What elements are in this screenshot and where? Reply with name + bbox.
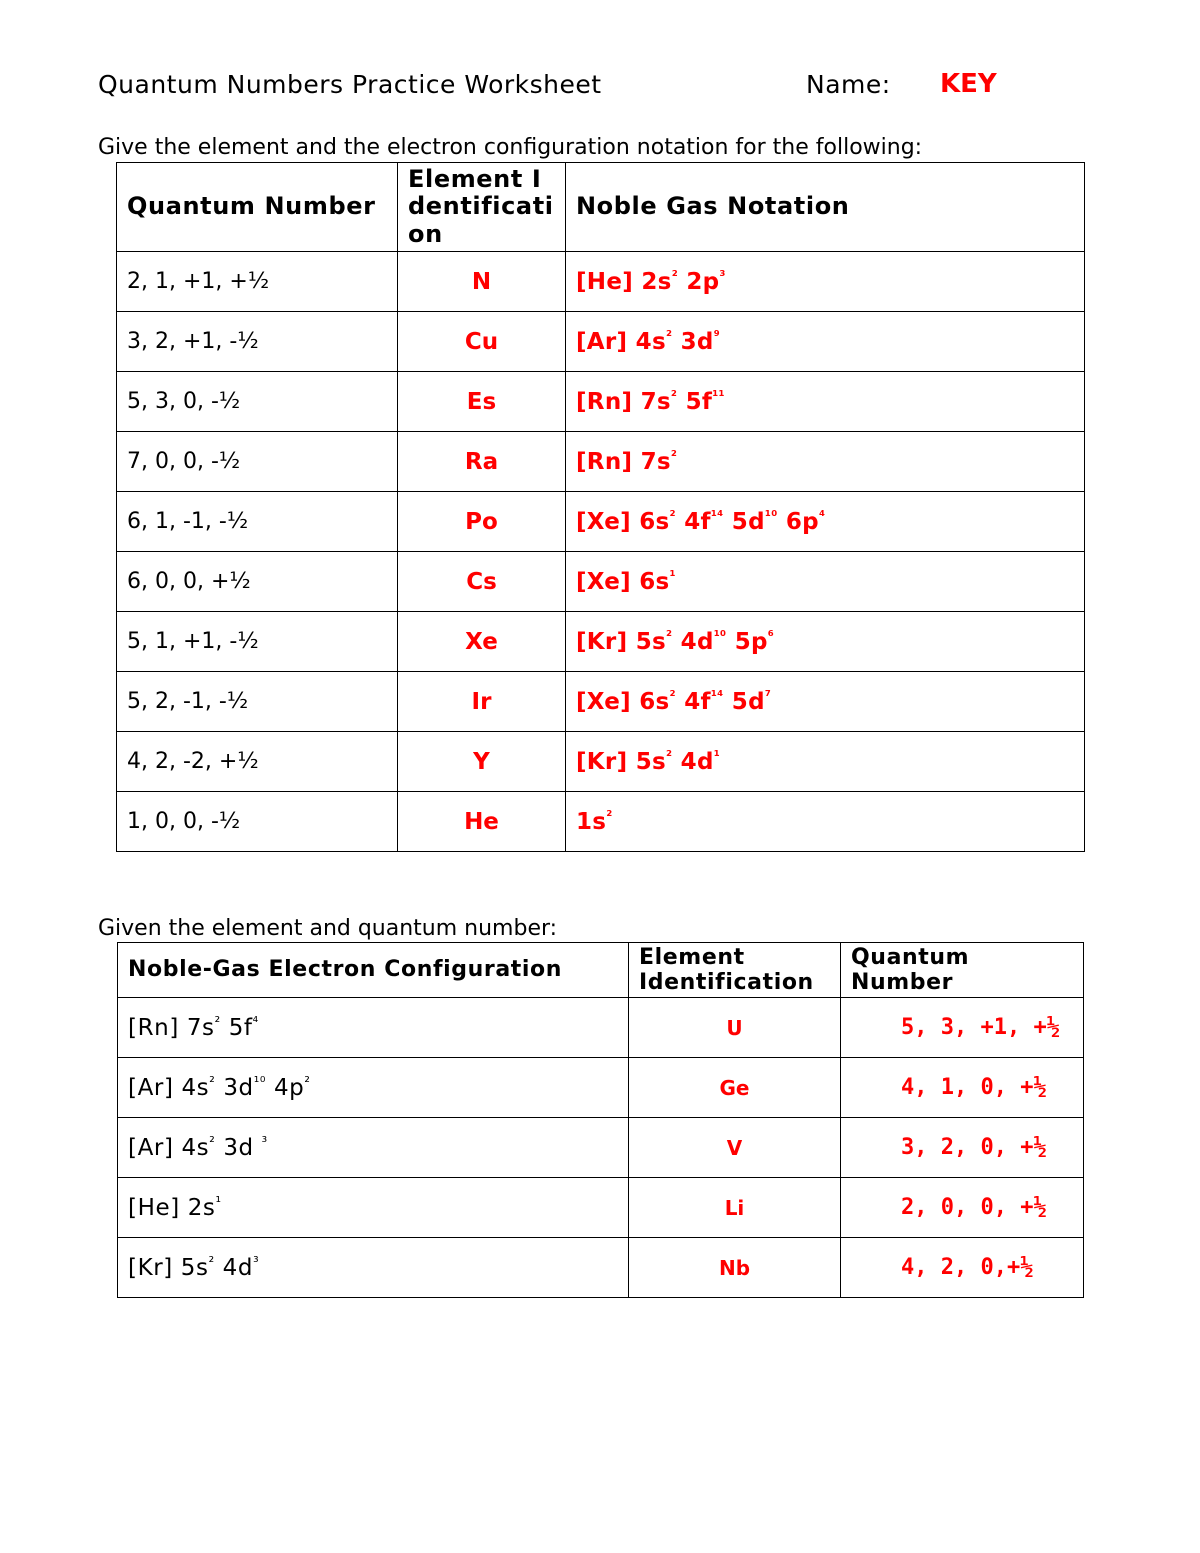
noble-gas-notation-cell: $1s^{^2}$ <box>566 792 1085 852</box>
noble-gas-notation-cell: [He] $2s^{^2}$ $2p^{^3}$ <box>566 252 1085 312</box>
noble-gas-notation-cell: [Kr] $5s^{^2}$ $4d^{^1}$ <box>566 732 1085 792</box>
element-cell: Ra <box>398 432 566 492</box>
config-cell: [Ar] $4s^{^2}$ $3d^{^{10}}$ $4p^{^2}$ <box>118 1058 629 1118</box>
table-row <box>117 732 1085 792</box>
config-cell: [He] $2s^{^1}$ <box>118 1178 629 1238</box>
quantum-number-cell: 7, 0, 0, -½ <box>117 432 398 492</box>
table-row <box>118 1118 1084 1178</box>
config-cell: [Kr] $5s^{^2}$ $4d^{^3}$ <box>118 1238 629 1298</box>
element-cell: Es <box>398 372 566 432</box>
quantum-number-cell: 4, 2, -2, +½ <box>117 732 398 792</box>
table-row <box>118 998 1084 1058</box>
element-cell: N <box>398 252 566 312</box>
quantum-number-cell: 4, 2, 0,+½ <box>841 1238 1084 1298</box>
element-cell: Xe <box>398 612 566 672</box>
quantum-number-cell: 5, 2, -1, -½ <box>117 672 398 732</box>
quantum-number-cell: 5, 3, 0, -½ <box>117 372 398 432</box>
quantum-number-cell: 6, 1, -1, -½ <box>117 492 398 552</box>
quantum-number-cell: 3, 2, +1, -½ <box>117 312 398 372</box>
quantum-number-cell: 2, 1, +1, +½ <box>117 252 398 312</box>
table-row <box>117 492 1085 552</box>
noble-gas-notation-cell: [Ar] $4s^{^2}$ $3d^{^9}$ <box>566 312 1085 372</box>
noble-gas-notation-cell: [Xe] $6s^{^1}$ <box>566 552 1085 612</box>
col-header-noble-gas: Noble Gas Notation <box>566 163 1085 252</box>
element-cell: He <box>398 792 566 852</box>
table-header-row <box>117 163 1085 252</box>
table-row <box>117 432 1085 492</box>
table-row <box>117 792 1085 852</box>
quantum-number-cell: 5, 1, +1, -½ <box>117 612 398 672</box>
element-cell: U <box>629 998 841 1058</box>
noble-gas-notation-cell: [Rn] $7s^{^2}$ $5f^{^{11}}$ <box>566 372 1085 432</box>
element-cell: Y <box>398 732 566 792</box>
config-cell: [Rn] $7s^{^2}$ $5f^{^4}$ <box>118 998 629 1058</box>
section2-instruction: Given the element and quantum number: <box>98 916 558 941</box>
element-cell: Li <box>629 1178 841 1238</box>
quantum-number-cell: 2, 0, 0, +½ <box>841 1178 1084 1238</box>
table-row <box>117 672 1085 732</box>
quantum-number-cell: 3, 2, 0, +½ <box>841 1118 1084 1178</box>
quantum-number-cell: 6, 0, 0, +½ <box>117 552 398 612</box>
table-row <box>117 372 1085 432</box>
table-header-row <box>118 943 1084 998</box>
page-title: Quantum Numbers Practice Worksheet <box>98 70 602 99</box>
table-row <box>118 1058 1084 1118</box>
table-row <box>118 1178 1084 1238</box>
quantum-number-cell: 5, 3, +1, +½ <box>841 998 1084 1058</box>
name-value: KEY <box>940 69 997 99</box>
element-cell: Ge <box>629 1058 841 1118</box>
element-cell: Nb <box>629 1238 841 1298</box>
noble-gas-notation-cell: [Rn] $7s^{^2}$ <box>566 432 1085 492</box>
table-row <box>118 1238 1084 1298</box>
table-row <box>117 252 1085 312</box>
name-label: Name: <box>806 70 891 99</box>
table-row <box>117 612 1085 672</box>
noble-gas-notation-cell: [Xe] $6s^{^2}$ $4f^{^{14}}$ $5d^{^{10}}$ $6p^{^4}$ <box>566 492 1085 552</box>
element-cell: V <box>629 1118 841 1178</box>
element-cell: Po <box>398 492 566 552</box>
col-header-quantum-number: Quantum Number <box>841 943 1084 998</box>
col-header-element: Element Identification <box>629 943 841 998</box>
element-cell: Cs <box>398 552 566 612</box>
element-cell: Ir <box>398 672 566 732</box>
table-row <box>117 312 1085 372</box>
table-row <box>117 552 1085 612</box>
quantum-to-config-table <box>116 162 1085 852</box>
noble-gas-notation-cell: [Kr] $5s^{^2}$ $4d^{^{10}}$ $5p^{^6}$ <box>566 612 1085 672</box>
quantum-number-cell: 4, 1, 0, +½ <box>841 1058 1084 1118</box>
config-to-quantum-table <box>117 942 1084 1298</box>
config-cell: [Ar] $4s^{^2}$ 3d $^{^3}$ <box>118 1118 629 1178</box>
element-cell: Cu <box>398 312 566 372</box>
noble-gas-notation-cell: [Xe] $6s^{^2}$ $4f^{^{14}}$ $5d^{^7}$ <box>566 672 1085 732</box>
col-header-quantum-number: Quantum Number <box>117 163 398 252</box>
section1-instruction: Give the element and the electron configuration notation for the following: <box>98 135 923 160</box>
quantum-number-cell: 1, 0, 0, -½ <box>117 792 398 852</box>
col-header-element: Element Identification <box>398 163 566 252</box>
col-header-config: Noble-Gas Electron Configuration <box>118 943 629 998</box>
